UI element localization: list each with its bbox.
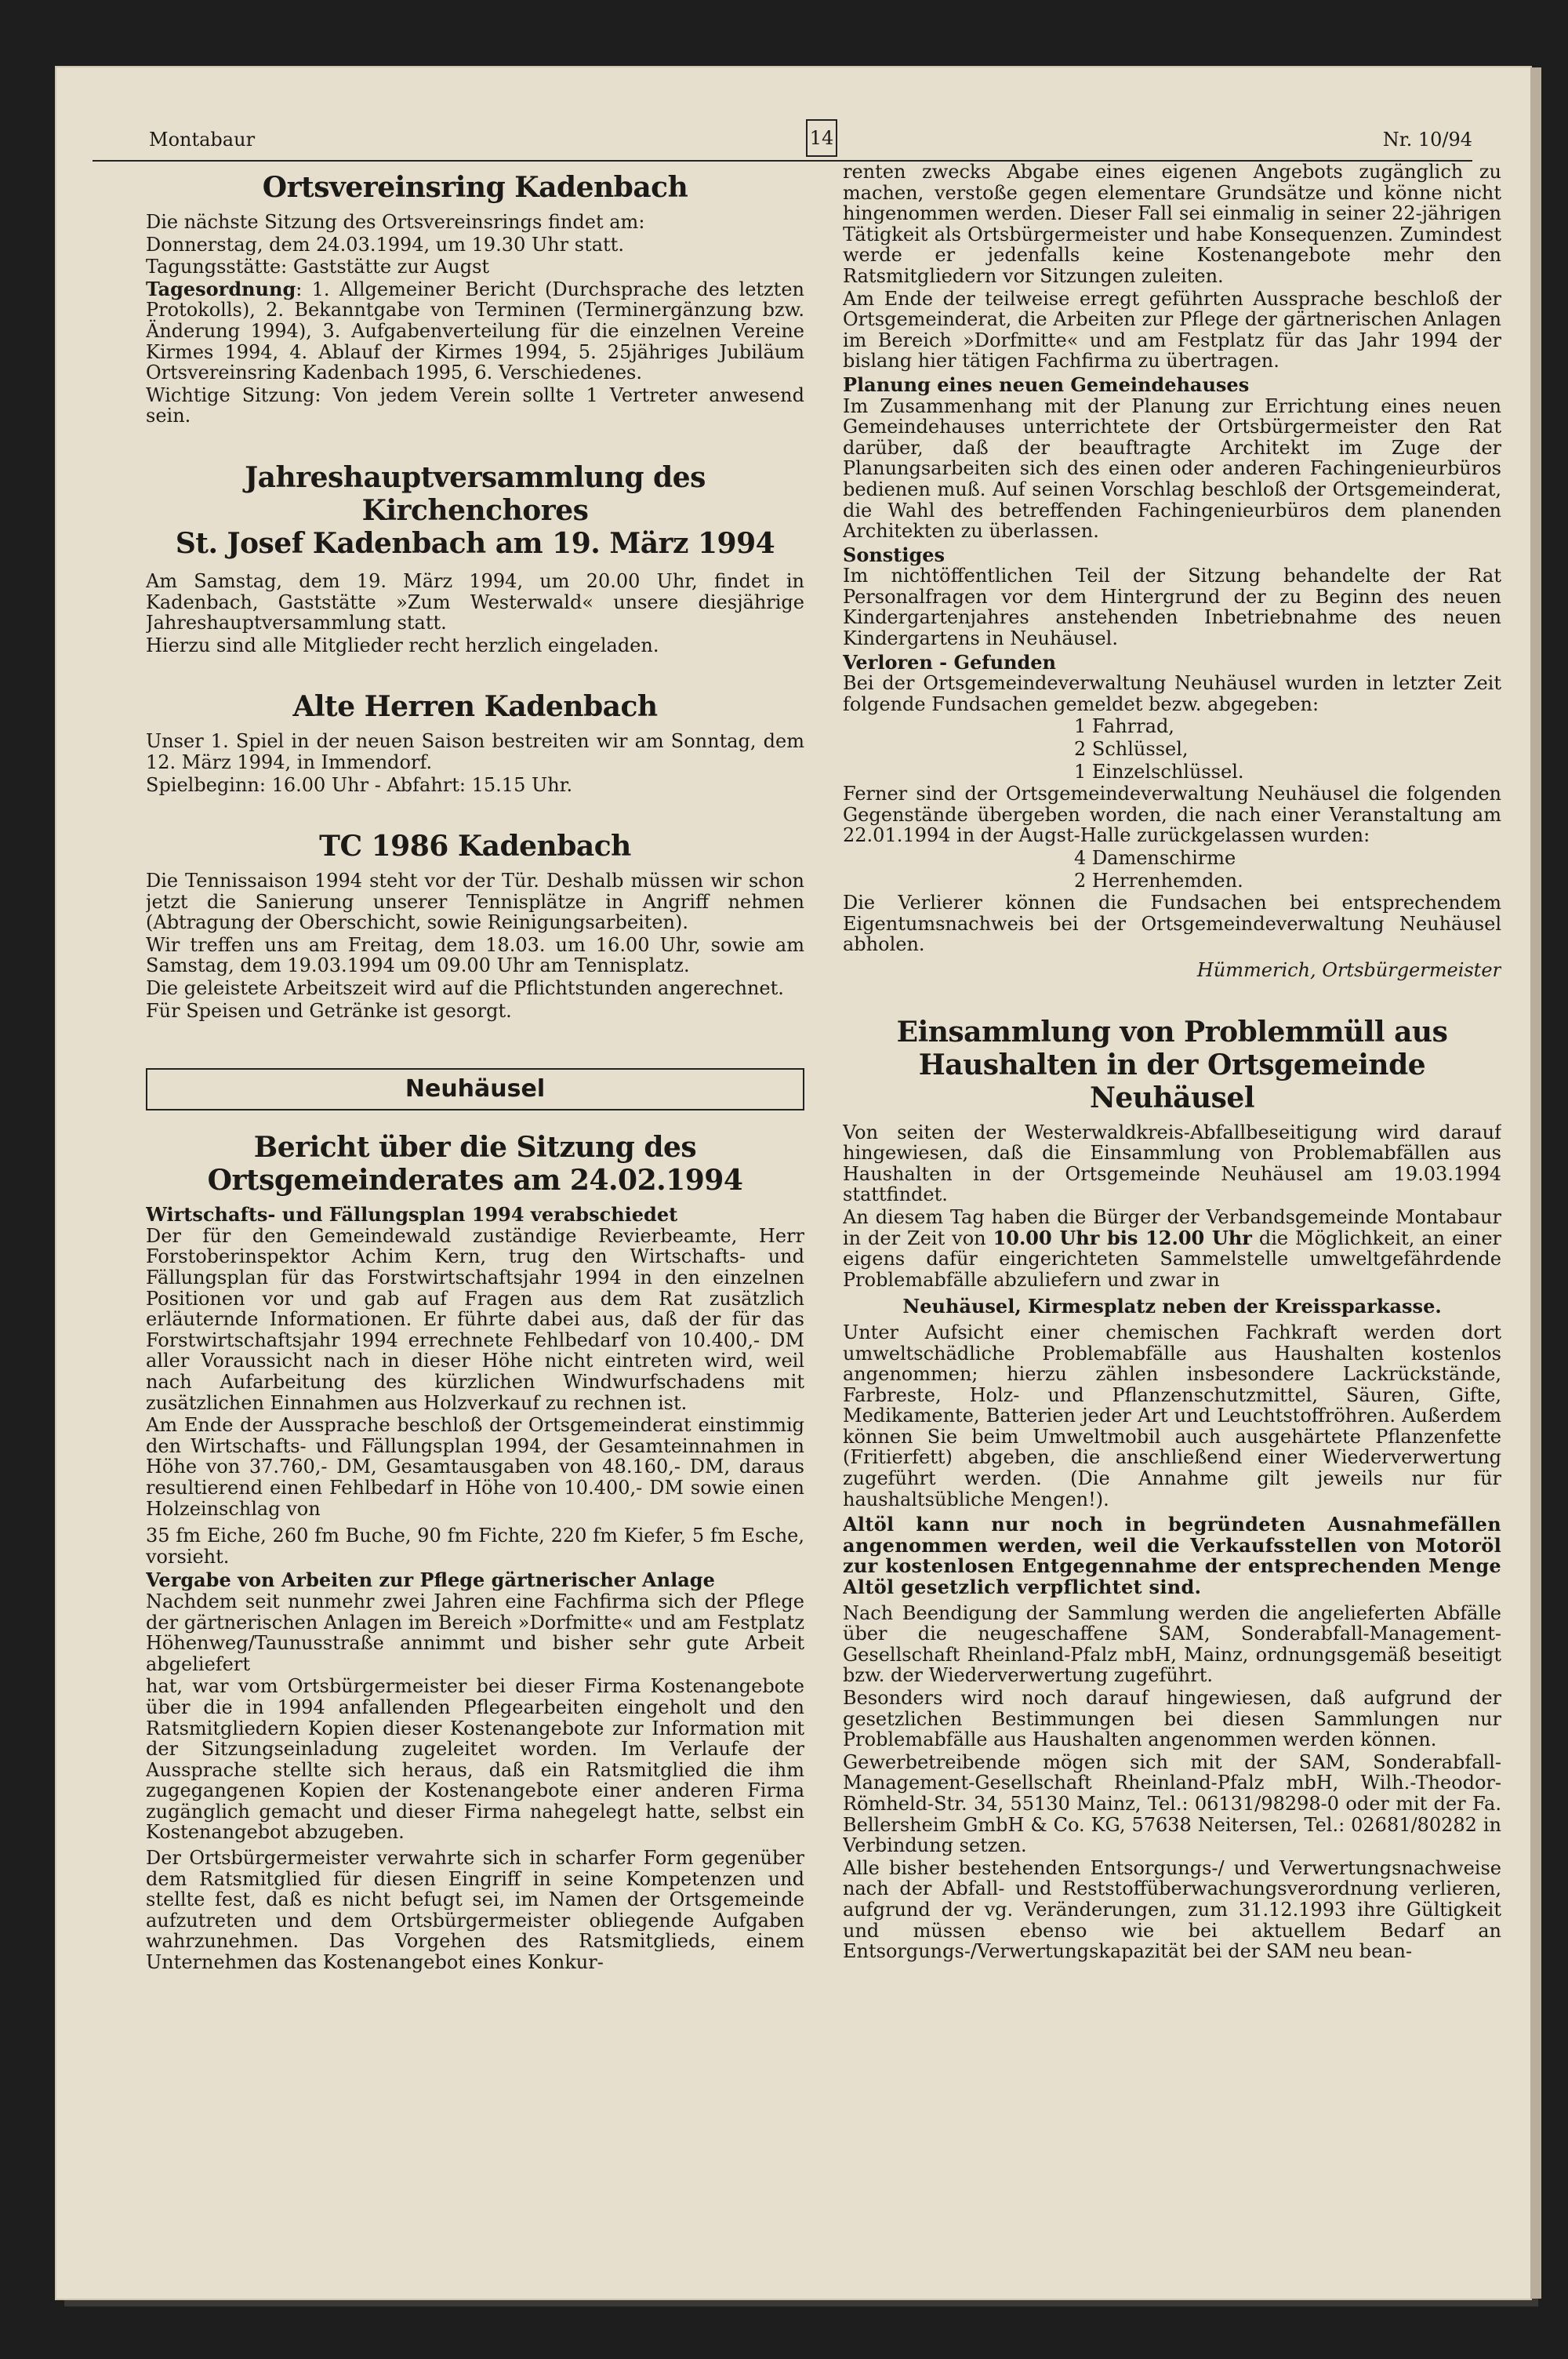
text (146, 279, 804, 383)
article-title-alte-herren: Alte Herren Kadenbach (292, 690, 658, 724)
text: Der Ortsbürgermeister verwahrte sich in scharfer Form gegenüber dem Ratsmitglied für diesen Eingriff in seine Kompetenzen und stellte fest, daß es nicht befugt sei, im Namen der Ortsgemeinde aufzutreten und dem Ortsbürgermeister obliegende Aufgaben wahrzunehmen. Das Vorgehen des Ratsmitglieds, einem Unternehmen das Kostenangebot eines Konkur- (146, 1847, 804, 1974)
text: Gewerbetreibende mögen sich mit der SAM, Sonderabfall-Management-Gesellschaft Rheinland-Pfalz mbH, Wilh.-Theodor-Römheld-Str. 34, 55130 Mainz, Tel.: 06131/98298-0 oder mit der Fa. Bellersheim GmbH & Co. KG, 57638 Neitersen, Tel.: 02681/80282 in Verbindung setzen. (843, 1750, 1501, 1857)
header-page-number: 14 (806, 119, 837, 157)
text: Die geleistete Arbeitszeit wird auf die Pflichtstunden angerechnet. (146, 977, 784, 1000)
title-line: St. Josef Kadenbach am 19. März 1994 (175, 526, 775, 560)
text: Nachdem seit nunmehr zwei Jahren eine Fachfirma sich der Pflege der gärtnerischen Anlagen im Bereich »Dorfmitte« und am Festplatz Höhenweg/Taunusstraße annimmt und bisher sehr gute Arbeit abgeliefert (146, 1590, 804, 1675)
text: Von seiten der Westerwaldkreis-Abfallbeseitigung wird darauf hingewiesen, daß die Einsammlung von Problemabfällen aus Haushalten in der Ortsgemeinde Neuhäusel am 19.03.1994 stattfindet. (843, 1121, 1501, 1206)
text: Die nächste Sitzung des Ortsvereinsrings findet am: (146, 211, 645, 233)
subheading: Planung eines neuen Gemeindehauses (843, 373, 1250, 396)
text: 35 fm Eiche, 260 fm Buche, 90 fm Fichte, 220 fm Kiefer, 5 fm Esche, vorsieht. (146, 1525, 804, 1568)
subheading: Vergabe von Arbeiten zur Pflege gärtnerischer Anlage (146, 1568, 715, 1592)
text: Für Speisen und Getränke ist gesorgt. (146, 999, 512, 1022)
left-column (146, 162, 804, 2279)
text: Am Samstag, dem 19. März 1994, um 20.00 Uhr, findet in Kadenbach, Gaststätte »Zum Westerwald« unsere diesjährige Jahreshauptversammlung statt. (146, 569, 804, 634)
collection-location: Neuhäusel, Kirmesplatz neben der Kreissparkasse. (902, 1295, 1442, 1318)
header-place: Montabaur (149, 129, 256, 151)
subheading: Sonstiges (843, 543, 946, 566)
text: Alle bisher bestehenden Entsorgungs-/ und Verwertungsnachweise nach der Abfall- und Reststoffüberwachungsverordnung verlieren, aufgrund der vg. Veränderungen, zum 31.12.1993 ihre Gültigkeit und müssen ebenso wie bei aktuellem Bedarf an Entsorgungs-/Verwertungskapazität bei der SAM neu bean- (843, 1856, 1501, 1963)
text: Die Tennissaison 1994 steht vor der Tür. Deshalb müssen wir schon jetzt die Sanierung unserer Tennisplätze in Angriff nehmen (Abtragung der Oberschicht, sowie Reinigungsarbeiten). (146, 870, 804, 934)
text: Die Verlierer können die Fundsachen bei entsprechendem Eigentumsnachweis bei der Ortsgemeindeverwaltung Neuhäusel abholen. (843, 892, 1501, 956)
right-column (843, 162, 1501, 2279)
text: Ferner sind der Ortsgemeindeverwaltung Neuhäusel die folgenden Gegenstände übergeben worden, die nach einer Veranstaltung am 22.01.1994 in der Augst-Halle zurückgelassen wurden: (843, 783, 1501, 847)
text: Spielbeginn: 16.00 Uhr - Abfahrt: 15.15 Uhr. (146, 773, 573, 796)
text-part: An diesem Tag haben die Bürger der Verbandsgemeinde Montabaur in der Zeit von (843, 1205, 1501, 1249)
found-item: 1 Einzelschlüssel. (1074, 760, 1244, 783)
title-line: Bericht über die Sitzung des (253, 1131, 697, 1165)
article-title-tc-kadenbach: TC 1986 Kadenbach (319, 830, 631, 863)
title-line: Jahreshauptversammlung des Kirchenchores (245, 460, 706, 527)
signature: Hümmerich, Ortsbürgermeister (1196, 958, 1501, 981)
article-title-kirchenchor (146, 461, 804, 560)
text: Tagungsstätte: Gaststätte zur Augst (146, 256, 490, 278)
text: Hierzu sind alle Mitglieder recht herzlich eingeladen. (146, 634, 659, 656)
text: renten zwecks Abgabe eines eigenen Angebots zugänglich zu machen, verstoße gegen elementare Grundsätze und könne nicht hingenommen werden. Dieser Fall sei einmalig in seiner 22-jährigen Tätigkeit als Ortsbürgermeister und habe Konsequenzen. Zumindest werde er jedenfalls keine Kostenangebote mehr den Ratsmitgliedern vor Sitzungen zuleiten. (843, 162, 1501, 287)
time-range: 10.00 Uhr bis 12.00 Uhr (993, 1226, 1252, 1249)
oil-notice: Altöl kann nur noch in begründeten Ausnahmefällen angenommen werden, weil die Verkaufsstellen von Motoröl zur kostenlosen Entgegennahme der entsprechenden Menge Altöl gesetzlich verpflichtet sind. (843, 1513, 1501, 1599)
text: Unter Aufsicht einer chemischen Fachkraft werden dort umweltschädliche Problemabfälle aus Haushalten kostenlos angenommen; hierzu zählen insbesondere Lackrückstände, Farbreste, Holz- und Pflanzenschutzmittel, Säuren, Gifte, Medikamente, Batterien jeder Art und Leuchtstoffröhren. Außerdem können Sie beim Umweltmobil auch ausgehärtete Pflanzenfette (Fritierfett) abgeben, die anschließend einer Wiederverwertung zugeführt werden. (Die Annahme gilt jeweils nur für haushaltsübliche Mengen!). (843, 1321, 1501, 1510)
subheading: Verloren - Gefunden (843, 650, 1056, 674)
text: Am Ende der Aussprache beschloß der Ortsgemeinderat einstimmig den Wirtschafts- und Fällungsplan 1994, der Gesamteinnahmen in Höhe von 37.760,- DM, Gesamtausgaben von 48.160,- DM, daraus resultierend einen Fehlbedarf in Höhe von 10.400,- DM sowie einen Holzeinschlag von (146, 1414, 804, 1520)
text: Am Ende der teilweise erregt geführten Aussprache beschloß der Ortsgemeinderat, die Arbeiten zur Pflege der gärtnerischen Anlagen im Bereich »Dorfmitte« und am Festplatz für das Jahr 1994 der bislang hier tätigen Fachfirma zu übertragen. (843, 287, 1501, 373)
text (843, 1207, 1501, 1290)
text: Bei der Ortsgemeindeverwaltung Neuhäusel wurden in letzter Zeit folgende Fundsachen gemeldet bezw. abgegeben: (843, 672, 1501, 715)
found-item: 2 Herrenhemden. (1074, 869, 1243, 892)
article-title-problemmuell (843, 1016, 1501, 1114)
header-issue: Nr. 10/94 (1382, 129, 1472, 151)
section-heading-neuhaeusel: Neuhäusel (146, 1068, 804, 1110)
title-line: Einsammlung von Problemmüll aus (896, 1015, 1448, 1049)
found-item: 2 Schlüssel, (1074, 738, 1189, 761)
subheading: Wirtschafts- und Fällungsplan 1994 verabschiedet (146, 1203, 678, 1227)
text: Besonders wird noch darauf hingewiesen, daß aufgrund der gesetzlichen Bestimmungen bei diesen Sammlungen nur Problemabfälle aus Haushalten angenommen werden können. (843, 1687, 1501, 1751)
text: Wichtige Sitzung: Von jedem Verein sollte 1 Vertreter anwesend sein. (146, 383, 804, 427)
text: hat, war vom Ortsbürgermeister bei dieser Firma Kostenangebote über die in 1994 anfallenden Pflegearbeiten eingeholt und den Ratsmitgliedern Kopien dieser Kostenangebote zur Information mit der Sitzungseinladung zugeleitet worden. Im Verlaufe der Aussprache stellte sich heraus, daß ein Ratsmitglied die ihm zugegangenen Kopien der Kostenangebote einer anderen Firma zugänglich gemacht und dieser Firma nahegelegt hatte, selbst ein Kostenangebot abzugeben. (146, 1675, 804, 1844)
text: Der für den Gemeindewald zuständige Revierbeamte, Herr Forstoberinspektor Achim Kern, trug den Wirtschafts- und Fällungsplan für das Forstwirtschaftsjahr 1994 in den einzelnen Positionen vor und gab auf Fragen aus dem Rat zusätzlich erläuternde Informationen. Er führte dabei aus, daß der für das Forstwirtschaftsjahr 1994 errechnete Fehlbedarf von 10.400,- DM aller Voraussicht nach in dieser Höhe nicht eintreten wird, weil nach Aufarbeitung des kürzlichen Windwurfschadens mit zusätzlichen Einnahmen aus Holzverkauf zu rechnen ist. (146, 1224, 804, 1414)
agenda-text: : 1. Allgemeiner Bericht (Durchsprache des letzten Protokolls), 2. Bekanntgabe von Terminen (Terminergänzung bzw. Änderung 1994), 3. Aufgabenverteilung für die einzelnen Vereine Kirmes 1994, 4. Ablauf der Kirmes 1994, 5. 25jähriges Jubiläum Ortsvereinsring Kadenbach 1995, 6. Verschiedenes. (146, 278, 804, 384)
text: Wir treffen uns am Freitag, dem 18.03. um 16.00 Uhr, sowie am Samstag, dem 19.03.1994 um 09.00 Uhr am Tennisplatz. (146, 933, 804, 977)
text-part: die Möglichkeit, an einer eigens dafür eingerichteten Sammelstelle umweltgefährdende Problemabfälle abzuliefern und zwar in (843, 1227, 1501, 1291)
title-line: Ortsgemeinderates am 24.02.1994 (207, 1164, 743, 1198)
text: Unser 1. Spiel in der neuen Saison bestreiten wir am Sonntag, dem 12. März 1994, in Immendorf. (146, 730, 804, 773)
found-item: 1 Fahrrad, (1074, 715, 1174, 738)
title-line: Haushalten in der Ortsgemeinde Neuhäusel (918, 1048, 1426, 1114)
article-title-ratssitzung (146, 1131, 804, 1197)
page-header (93, 116, 1472, 162)
text: Nach Beendigung der Sammlung werden die angelieferten Abfälle über die neugeschaffene SAM, Sonderabfall-Management-Gesellschaft Rheinland-Pfalz mbH, Mainz, ordnungsgemäß beseitigt bzw. der Wiederverwertung zugeführt. (843, 1601, 1501, 1687)
text: Im Zusammenhang mit der Planung zur Errichtung eines neuen Gemeindehauses unterrichtete der Ortsbürgermeister den Rat darüber, daß der beauftragte Architekt im Zuge der Planungsarbeiten sich des einen oder anderen Fachingenieurbüros bedienen muß. Auf seinen Vorschlag beschloß der Ortsgemeinderat, die Wahl des betreffenden Fachingenieurbüros dem planenden Architekten zu überlassen. (843, 394, 1501, 543)
text: Donnerstag, dem 24.03.1994, um 19.30 Uhr statt. (146, 233, 624, 256)
agenda-label: Tagesordnung (146, 277, 296, 300)
page-edge (1530, 67, 1541, 2299)
text: Im nichtöffentlichen Teil der Sitzung behandelte der Rat Personalfragen vor dem Hintergrund der zu Beginn des neuen Kindergartenjahres anstehenden Inbetriebnahme des neuen Kindergartens in Neuhäusel. (843, 565, 1501, 650)
article-title-ortsvereinsring: Ortsvereinsring Kadenbach (262, 171, 688, 204)
found-item: 4 Damenschirme (1074, 847, 1236, 869)
